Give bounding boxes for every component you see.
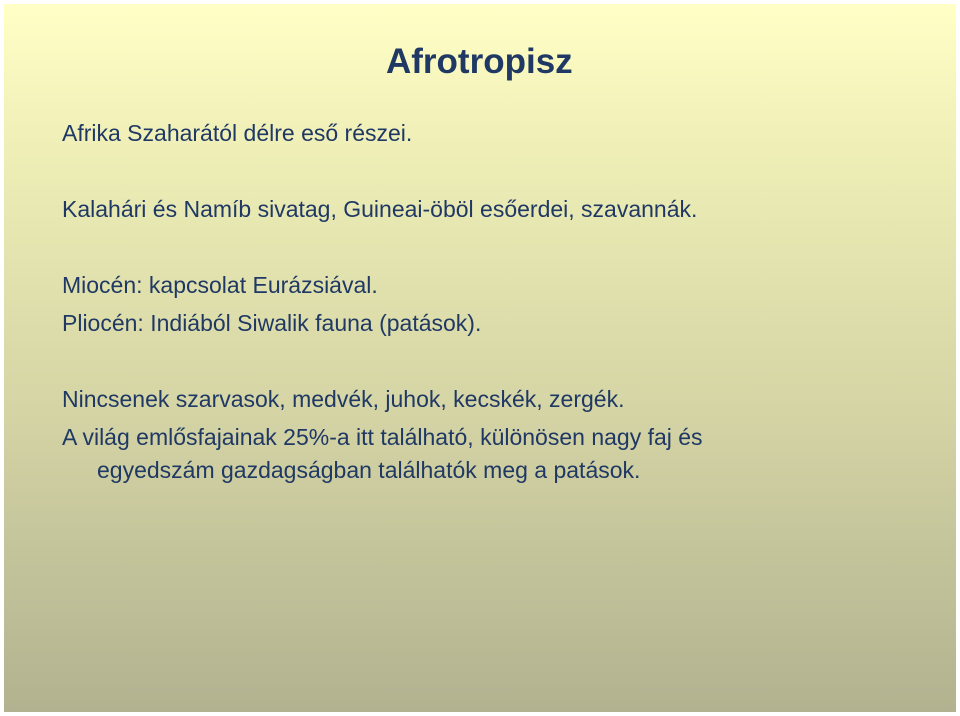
text-line-habitats: Kalahári és Namíb sivatag, Guineai-öböl esőerdei, szavannák.	[62, 196, 698, 222]
text-line-absent-fauna: Nincsenek szarvasok, medvék, juhok, kecskék, zergék.	[62, 386, 625, 412]
slide-title: Afrotropisz	[386, 42, 573, 81]
text-line-mammal-share-continued: egyedszám gazdagságban találhatók meg a patások.	[97, 457, 641, 483]
text-line-region: Afrika Szaharától délre eső részei.	[62, 120, 413, 146]
text-line-mammal-share: A világ emlősfajainak 25%-a itt található, különösen nagy faj és	[62, 424, 703, 450]
slide	[4, 4, 956, 712]
text-line-pliocene: Pliocén: Indiából Siwalik fauna (patások).	[62, 310, 482, 336]
text-line-miocene: Miocén: kapcsolat Eurázsiával.	[62, 272, 378, 298]
